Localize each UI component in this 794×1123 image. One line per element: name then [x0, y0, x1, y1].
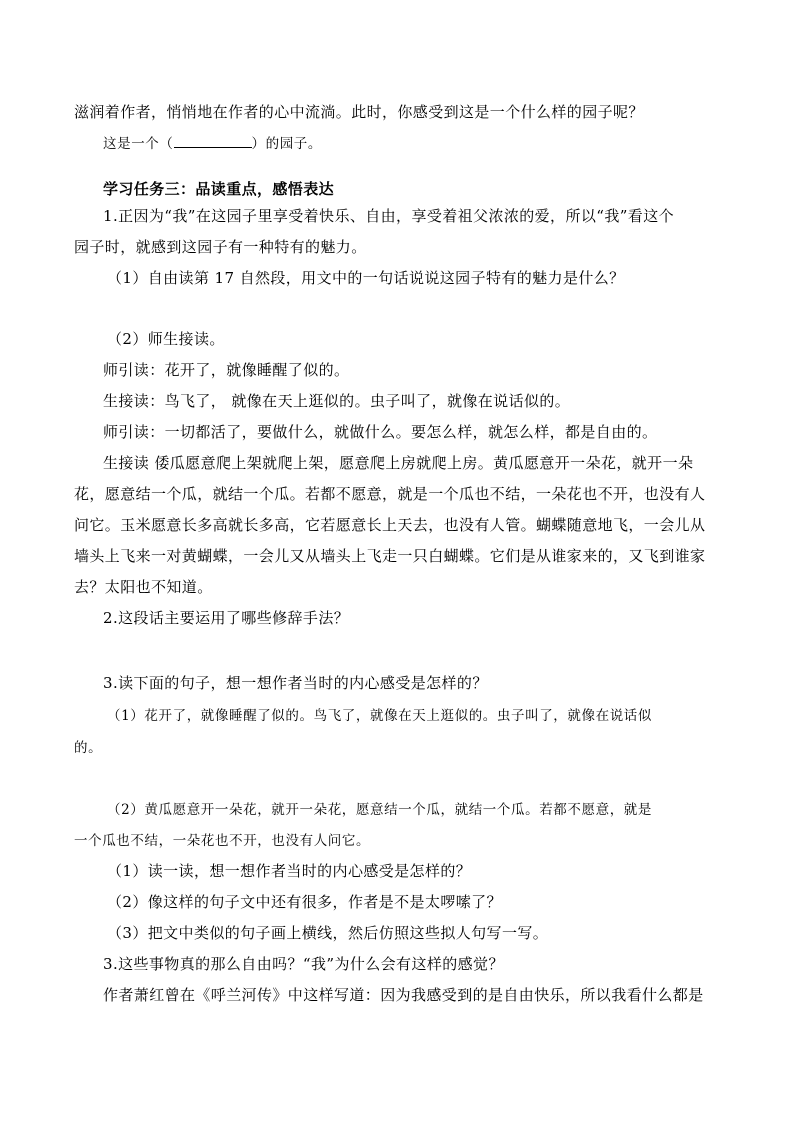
answer-blank[interactable] [174, 133, 252, 148]
question-line: 3.这些事物真的那么自由吗？“我”为什么会有这样的感觉？ [103, 955, 504, 973]
paragraph-line: 生接读 倭瓜愿意爬上架就爬上架，愿意爬上房就爬上房。黄瓜愿意开一朵花，就开一朵 [103, 454, 694, 472]
paragraph-line: 园子时，就感到这园子有一种特有的魅力。 [74, 238, 367, 256]
question-line: （3）把文中类似的句子画上横线，然后仿照这些拟人句写一写。 [107, 924, 549, 942]
question-line: （1）读一读，想一想作者当时的内心感受是怎样的？ [107, 862, 472, 880]
quote-line: 的。 [74, 740, 103, 756]
paragraph-line: 师引读：花开了，就像睡醒了似的。 [103, 361, 350, 379]
section-heading: 学习任务三：品读重点，感悟表达 [103, 180, 335, 198]
quote-line: 一个瓜也不结，一朵花也不开，也没有人问它。 [74, 833, 371, 849]
paragraph-line: 滋润着作者，悄悄地在作者的心中流淌。此时，你感受到这是一个什么样的园子呢？ [74, 103, 644, 121]
paragraph-line: 生接读：鸟飞了， 就像在天上逛似的。虫子叫了，就像在说话似的。 [103, 392, 571, 410]
paragraph-line: 墙头上飞来一对黄蝴蝶，一会儿又从墙头上飞走一只白蝴蝶。它们是从谁家来的，又飞到谁家 [74, 547, 706, 565]
paragraph-line: 1.正因为“我”在这园子里享受着快乐、自由，享受着祖父浓浓的爱，所以“我”看这个 [103, 207, 674, 225]
quote-line: （2）黄瓜愿意开一朵花，就开一朵花，愿意结一个瓜，就结一个瓜。若都不愿意，就是 [107, 802, 652, 818]
paragraph-line: 问它。玉米愿意长多高就长多高，它若愿意长上天去，也没有人管。蝴蝶随意地飞，一会儿从 [74, 516, 706, 534]
paragraph-line: （2）师生接读。 [107, 330, 225, 348]
fill-in-line [103, 133, 322, 154]
question-line: （2）像这样的句子文中还有很多，作者是不是太啰嗦了？ [107, 893, 502, 911]
fill-in-suffix: ）的园子。 [251, 136, 322, 152]
paragraph-line: 作者萧红曾在《呼兰河传》中这样写道：因为我感受到的是自由快乐，所以我看什么都是 [103, 986, 704, 1004]
paragraph-line: 去？太阳也不知道。 [74, 578, 213, 596]
fill-in-prefix: 这是一个（ [103, 136, 174, 152]
question-line: 3.读下面的句子，想一想作者当时的内心感受是怎样的？ [103, 674, 488, 692]
quote-line: （1）花开了，就像睡醒了似的。鸟飞了，就像在天上逛似的。虫子叫了，就像在说话似 [107, 708, 652, 724]
paragraph-line: 师引读：一切都活了，要做什么，就做什么。要怎么样，就怎么样，都是自由的。 [103, 423, 658, 441]
paragraph-line: 花，愿意结一个瓜，就结一个瓜。若都不愿意，就是一个瓜也不结，一朵花也不开，也没有人 [74, 485, 706, 503]
question-line: （1）自由读第 17 自然段，用文中的一句话说说这园子特有的魅力是什么？ [107, 269, 625, 287]
question-line: 2.这段话主要运用了哪些修辞手法？ [103, 609, 350, 627]
